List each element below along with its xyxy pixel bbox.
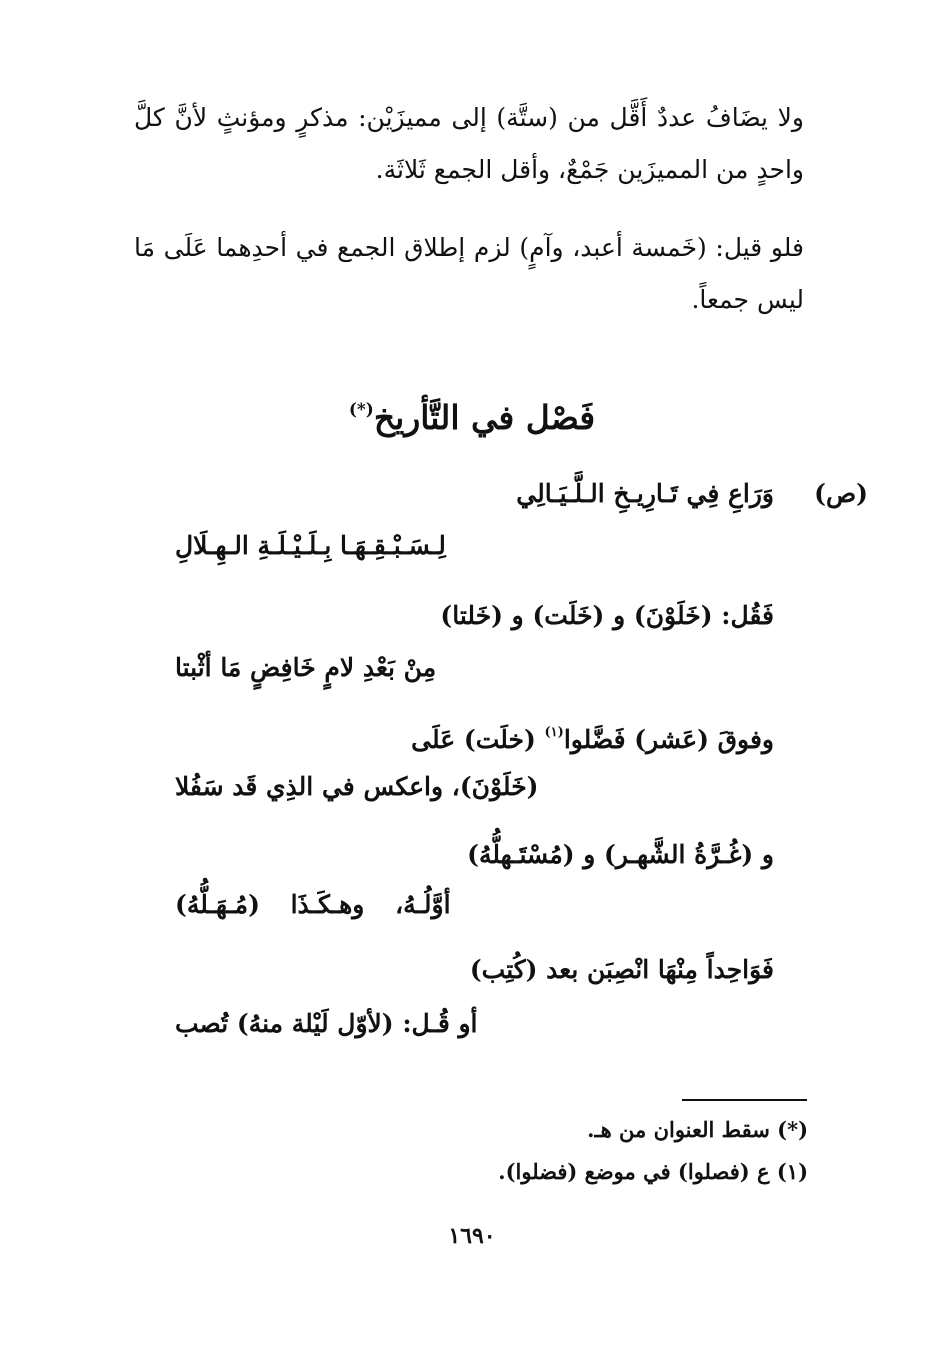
paragraph-1 (134, 92, 804, 196)
footnote-divider (682, 1099, 807, 1101)
verse-line-6: (خَلَوْنَ)، واعكس في الذِي قَد سَفُلا (175, 772, 539, 801)
verse-line-5 (411, 711, 774, 762)
footnote-marker: (*) (348, 400, 374, 420)
section-title: فَصْل في التَّأريخ (373, 398, 596, 437)
verse-line-7: و (غُـرَّةُ الشَّهـر) و (مُسْتَـهلُّهُ) (467, 840, 774, 869)
verse-text: (خلَت) عَلَى (411, 725, 536, 754)
verse-line-2: لِـسَـبْـقِـهَـا بِـلَـيْـلَـةِ الـهِـلَالِ (175, 531, 446, 560)
verse-text: وفوقَ (عَشر) فَضَّلوا (563, 725, 774, 754)
page-number: ١٦٩٠ (448, 1223, 496, 1249)
verse-line-8: أوَّلُـهُ، وهـكَـذَا (مُـهَـلُّهُ) (175, 890, 451, 919)
footnote-1: (*) سقط العنوان من هـ. (587, 1117, 808, 1142)
section-heading (0, 385, 944, 443)
verse-line-1: وَرَاعِ فِي تَـارِيـخِ الـلَّـيَـالِي (516, 479, 774, 508)
footnote-2: (١) ع (فصلوا) في موضع (فضلوا). (498, 1159, 808, 1184)
paragraph-2 (134, 222, 804, 326)
verse-line-3: فَقُل: (خَلَوْنَ) و (خَلَت) و (خَلتا) (440, 601, 774, 630)
footnote-ref: (١) (544, 725, 564, 740)
paragraph-text: ولا يضَافُ عددٌ أَقَّل من (ستَّة) إلى مميزَيْن: مذكرٍ ومؤنثٍ لأنَّ كلَّ واحدٍ من المميزَين جَمْعٌ، وأقل الجمع ثَلاثَة. (134, 103, 804, 184)
paragraph-text: فلو قيل: (خَمسة أعبد، وآمٍ) لزم إطلاق الجمع في أحدِهما عَلَى مَا ليس جمعاً. (134, 233, 804, 314)
verse-line-10: أو قُـل: (لأوّل لَيْلة منهُ) تُصب (175, 1009, 478, 1038)
verse-line-4: مِنْ بَعْدِ لامٍ خَافِضٍ مَا أثْبتا (175, 653, 437, 682)
verse-tag: (ص) (814, 479, 868, 508)
verse-line-9: فَوَاحِداً مِنْهَا انْصِبَن بعد (كُتِب) (469, 955, 774, 984)
